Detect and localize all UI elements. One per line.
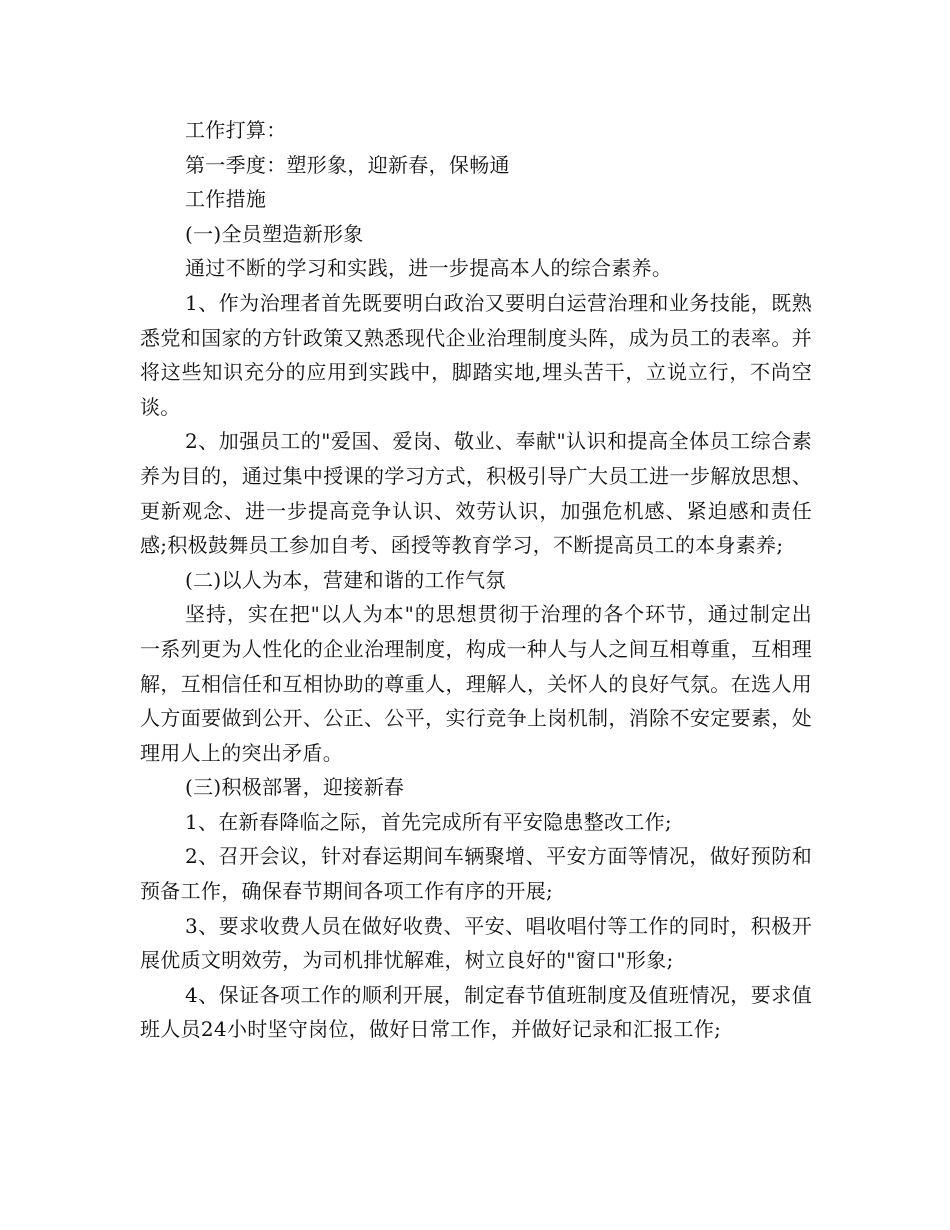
paragraph: 坚持，实在把"以人为本"的思想贯彻于治理的各个环节，通过制定出一系列更为人性化的企业治理制度，构成一种人与人之间互相尊重，互相理解，互相信任和互相协助的尊重人，理解人，关怀人的良好气氛。在选人用人方面要做到公开、公正、公平，实行竞争上岗机制，消除不安定要素，处理用人上的突出矛盾。 [140, 602, 812, 765]
paragraph: 4、保证各项工作的顺利开展，制定春节值班制度及值班情况，要求值班人员24小时坚守岗位，做好日常工作，并做好记录和汇报工作; [140, 982, 812, 1042]
section-label-measures: 工作措施 [185, 187, 267, 212]
paragraph: 通过不断的学习和实践，进一步提高本人的综合素养。 [185, 256, 673, 281]
document-body [140, 113, 812, 1047]
paragraph: 1、在新春降临之际，首先完成所有平安隐患整改工作; [185, 809, 672, 834]
subheading-2: (二)以人为本，营建和谐的工作气氛 [185, 567, 506, 592]
paragraph: 2、召开会议，针对春运期间车辆聚增、平安方面等情况，做好预防和预备工作，确保春节期间各项工作有序的开展; [140, 844, 812, 904]
section-label-work-plan: 工作打算： [185, 118, 287, 142]
paragraph: 1、作为治理者首先既要明白政治又要明白运营治理和业务技能，既熟悉党和国家的方针政策又熟悉现代企业治理制度头阵，成为员工的表率。并将这些知识充分的应用到实践中，脚踏实地,埋头苦干，立说立行，不尚空谈。 [140, 290, 812, 419]
quarter-heading: 第一季度：塑形象，迎新春，保畅通 [185, 152, 510, 177]
paragraph: 3、要求收费人员在做好收费、平安、唱收唱付等工作的同时，积极开展优质文明效劳，为司机排忧解难，树立良好的"窗口"形象; [140, 913, 812, 973]
subheading-3: (三)积极部署，迎接新春 [185, 775, 405, 800]
subheading-1: (一)全员塑造新形象 [185, 221, 364, 246]
paragraph: 2、加强员工的"爱国、爱岗、敬业、奉献"认识和提高全体员工综合素养为目的，通过集中授课的学习方式，积极引导广大员工进一步解放思想、更新观念、进一步提高竞争认识、效劳认识，加强危机感、紧迫感和责任感;积极鼓舞员工参加自考、函授等教育学习，不断提高员工的本身素养; [140, 429, 812, 558]
